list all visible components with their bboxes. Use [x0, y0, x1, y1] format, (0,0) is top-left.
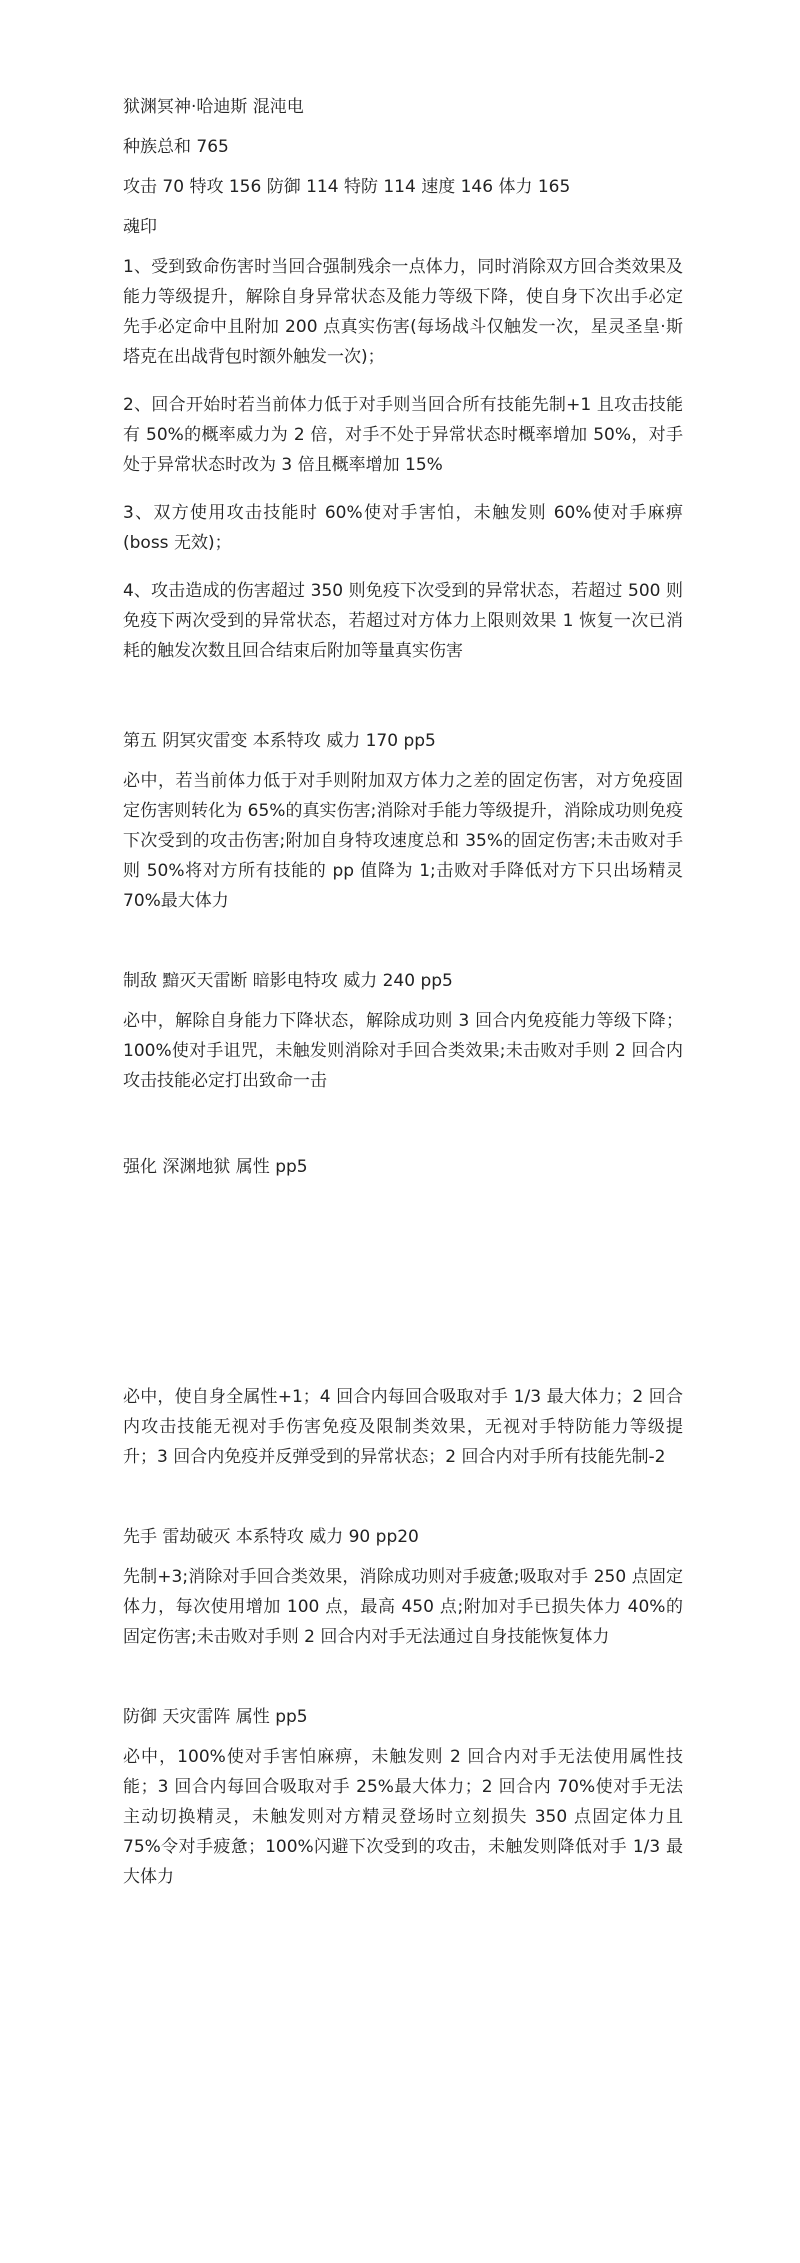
stats-line: 攻击 70 特攻 156 防御 114 特防 114 速度 146 体力 165	[123, 177, 571, 197]
skill-title: 强化 深渊地狱 属性 pp5	[123, 1157, 308, 1177]
soul-mark-2: 2、回合开始时若当前体力低于对手则当回合所有技能先制+1 且攻击技能有 50%的概率威力为 2 倍，对手不处于异常状态时概率增加 50%，对手处于异常状态时改为 3 倍且概率增加 15%	[123, 395, 683, 475]
document-body	[123, 92, 683, 1892]
skill-title: 防御 天灾雷阵 属性 pp5	[123, 1707, 308, 1727]
skill-title: 先手 雷劫破灭 本系特攻 威力 90 pp20	[123, 1527, 419, 1547]
spirit-name: 狱渊冥神·哈迪斯 混沌电	[123, 97, 304, 117]
skill-desc: 必中，若当前体力低于对手则附加双方体力之差的固定伤害，对方免疫固定伤害则转化为 65%的真实伤害;消除对手能力等级提升，消除成功则免疫下次受到的攻击伤害;附加自身特攻速度总和 35%的固定伤害;未击败对手则 50%将对方所有技能的 pp 值降为 1;击败对手降低对方下只出场精灵 70%最大体力	[123, 771, 683, 911]
soul-mark-4: 4、攻击造成的伤害超过 350 则免疫下次受到的异常状态，若超过 500 则免疫下两次受到的异常状态，若超过对方体力上限则效果 1 恢复一次已消耗的触发次数且回合结束后附加等量真实伤害	[123, 581, 683, 661]
skill-title: 制敌 黯灭天雷断 暗影电特攻 威力 240 pp5	[123, 971, 453, 991]
race-total: 种族总和 765	[123, 137, 229, 157]
skill-desc: 必中，使自身全属性+1；4 回合内每回合吸取对手 1/3 最大体力；2 回合内攻击技能无视对手伤害免疫及限制类效果，无视对手特防能力等级提升；3 回合内免疫并反弹受到的异常状态；2 回合内对手所有技能先制-2	[123, 1387, 683, 1467]
skill-desc: 必中，解除自身能力下降状态，解除成功则 3 回合内免疫能力等级下降；100%使对手诅咒，未触发则消除对手回合类效果;未击败对手则 2 回合内攻击技能必定打出致命一击	[123, 1011, 683, 1091]
soul-mark-title: 魂印	[123, 217, 157, 237]
skill-title: 第五 阴冥灾雷变 本系特攻 威力 170 pp5	[123, 731, 436, 751]
skill-desc: 先制+3;消除对手回合类效果，消除成功则对手疲惫;吸取对手 250 点固定体力，每次使用增加 100 点，最高 450 点;附加对手已损失体力 40%的固定伤害;未击败对手则 2 回合内对手无法通过自身技能恢复体力	[123, 1567, 683, 1647]
soul-mark-3: 3、双方使用攻击技能时 60%使对手害怕，未触发则 60%使对手麻痹(boss 无效)；	[123, 503, 683, 553]
soul-mark-1: 1、受到致命伤害时当回合强制残余一点体力，同时消除双方回合类效果及能力等级提升，解除自身异常状态及能力等级下降，使自身下次出手必定先手必定命中且附加 200 点真实伤害(每场战斗仅触发一次，星灵圣皇·斯塔克在出战背包时额外触发一次)；	[123, 257, 683, 367]
skill-desc: 必中，100%使对手害怕麻痹，未触发则 2 回合内对手无法使用属性技能；3 回合内每回合吸取对手 25%最大体力；2 回合内 70%使对手无法主动切换精灵，未触发则对方精灵登场时立刻损失 350 点固定体力且 75%令对手疲惫；100%闪避下次受到的攻击，未触发则降低对手 1/3 最大体力	[123, 1747, 683, 1887]
